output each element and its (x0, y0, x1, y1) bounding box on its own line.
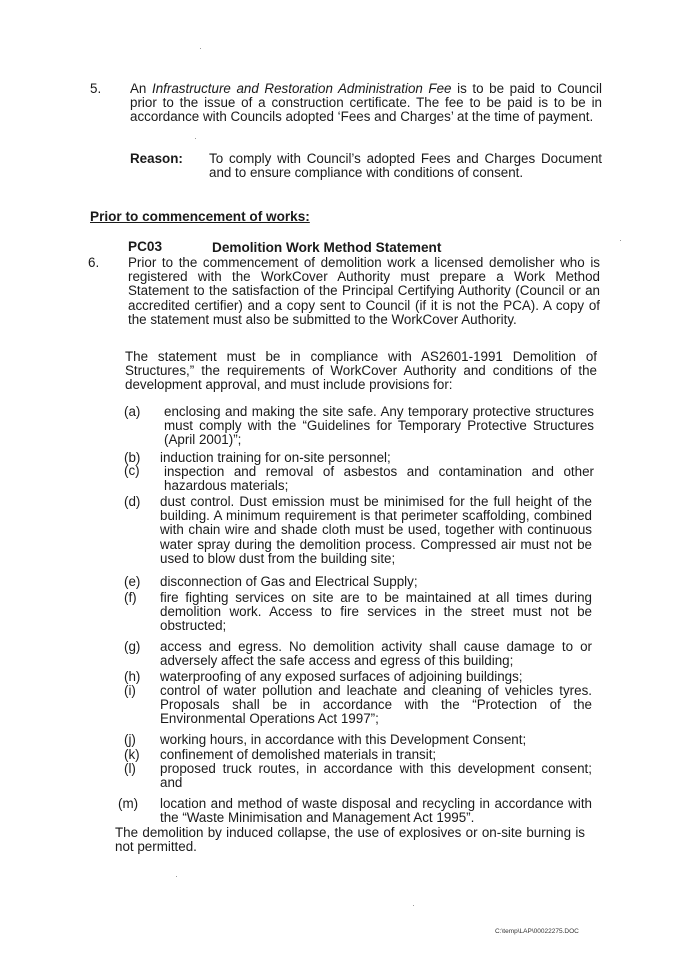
scan-speck (200, 48, 201, 49)
condition-5-paragraph (130, 82, 602, 125)
list-item-label: (g) (124, 639, 141, 654)
condition-title: Demolition Work Method Statement (212, 240, 442, 255)
list-item-text: control of water pollution and leachate and cleaning of vehicles tyres. Proposals shall be in accordance with the “Protection of the Environmental Operations Act 1997”; (160, 683, 592, 727)
list-item-text: inspection and removal of asbestos and contamination and other hazardous materials; (164, 464, 594, 494)
list-item-text: proposed truck routes, in accordance with this development consent; and (160, 761, 592, 791)
list-item-text: location and method of waste disposal and recycling in accordance with the “Waste Minimisation and Management Act 1995”. (160, 796, 592, 826)
list-item-text: working hours, in accordance with this Development Consent; (160, 732, 527, 747)
list-item-text: enclosing and making the site safe. Any temporary protective structures must comply with the “Guidelines for Temporary Protective Structures (April 2001)”; (164, 404, 594, 448)
list-item-text: dust control. Dust emission must be minimised for the full height of the building. A minimum requirement is that perimeter scaffolding, combined with chain wire and shade cloth must be used, together with continuous water spray during the demolition process. Compressed air must not be used to blow dust from the building site; (160, 494, 592, 566)
fee-name: Infrastructure and Restoration Administration Fee (151, 81, 452, 96)
condition-code: PC03 (128, 239, 163, 254)
list-item-label: (a) (124, 404, 141, 419)
condition-6-number: 6. (88, 255, 100, 270)
list-item-label: (k) (124, 747, 140, 762)
list-item-label: (j) (124, 732, 136, 747)
list-item-label: (l) (124, 761, 136, 776)
closing-paragraph: The demolition by induced collapse, the use of explosives or on-site burning is not permitted. (115, 825, 585, 855)
list-item-text: access and egress. No demolition activity shall cause damage to or adversely affect the safe access and egress of this building; (160, 639, 592, 669)
list-item-label: (e) (124, 574, 141, 589)
condition-5-intro: An (130, 81, 152, 96)
condition-5-body: is to be paid to Council prior to the issue of a construction certificate. The fee to be paid is to be in accordance with Councils adopted ‘Fees and Charges’ at the time of payment. (130, 81, 602, 125)
list-item-text: disconnection of Gas and Electrical Supply; (160, 574, 418, 589)
list-item-label: (m) (118, 796, 139, 811)
list-item-label: (h) (124, 669, 141, 684)
list-item-label: (c) (124, 463, 140, 478)
list-item-text: confinement of demolished materials in transit; (160, 747, 437, 762)
condition-5-number: 5. (90, 81, 102, 96)
document-path-footer: C:\temp\LAP\00022275.DOC (495, 928, 579, 935)
list-item-text: fire fighting services on site are to be maintained at all times during demolition work. Access to fire services in the street must not be obstructed; (160, 590, 592, 634)
condition-6-paragraph-2: The statement must be in compliance with AS2601-1991 Demolition of Structures,” the requirements of WorkCover Authority and conditions of the development approval, and must include provisions for: (125, 349, 597, 393)
list-item-text: waterproofing of any exposed surfaces of adjoining buildings; (160, 669, 523, 684)
section-heading: Prior to commencement of works: (90, 209, 310, 224)
reason-label: Reason: (130, 151, 183, 166)
list-item-label: (i) (124, 683, 136, 698)
condition-6-paragraph-1: Prior to the commencement of demolition work a licensed demolisher who is registered with the WorkCover Authority must prepare a Work Method Statement to the satisfaction of the Principal Certifying Authority (Council or an accredited certifier) and a copy sent to Council (if it is not the PCA). A copy of the statement must also be submitted to the WorkCover Authority. (128, 255, 600, 327)
scan-speck (176, 876, 177, 877)
reason-text: To comply with Council’s adopted Fees and Charges Document and to ensure compliance with conditions of consent. (209, 151, 602, 181)
list-item-label: (d) (124, 494, 141, 509)
scan-speck (413, 905, 414, 906)
list-item-label: (b) (124, 450, 141, 465)
scan-speck (620, 240, 621, 241)
scan-speck (195, 138, 196, 139)
list-item-label: (f) (124, 590, 137, 605)
list-item-text: induction training for on-site personnel; (160, 450, 391, 465)
